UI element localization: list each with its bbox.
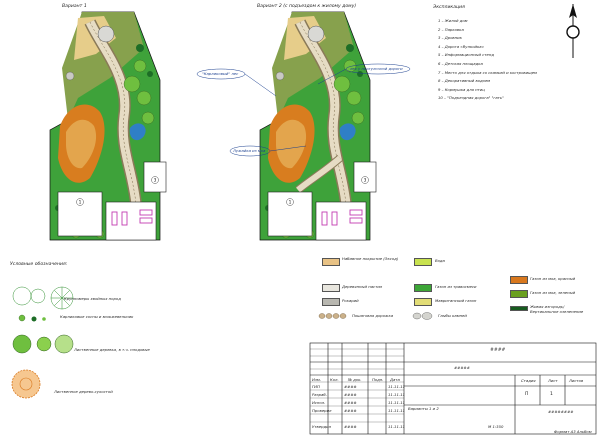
row-role: Разраб. — [312, 392, 327, 397]
stage-header: Стадия — [521, 378, 536, 383]
legend-nastil: Деревянный настил — [342, 284, 383, 289]
row-role: Испол. — [312, 400, 326, 405]
title-code: #### — [490, 348, 506, 353]
stage-value: П — [525, 392, 529, 397]
row-doc: #### — [344, 384, 357, 389]
explication-item: 6 – Детская площадка — [438, 60, 483, 66]
house-number: 1 — [78, 199, 82, 205]
project-name: ##### — [454, 365, 470, 370]
legend-moss-red: Газон из мха, красный — [530, 276, 576, 281]
legend-item-sukhostoy: Лиственное дерево-сухостой — [54, 389, 113, 394]
org-name: ######## — [548, 409, 574, 414]
header-podp: Подп. — [372, 377, 384, 382]
explication-item: 5 – Информационный стенд — [438, 52, 494, 58]
explication-item: 7 – Место для отдыха со скамьей и костровищем — [438, 69, 537, 75]
row-doc: #### — [344, 408, 357, 413]
explication-item: 10 – "Подъездная дорога" "гать" — [438, 95, 504, 101]
explication-item: 8 – Декоративный водоем — [438, 78, 491, 84]
legend-mavr: Мавританский газон — [435, 298, 477, 303]
row-date: 11.11.11 — [388, 424, 405, 429]
sheet-header: Лист — [548, 378, 558, 383]
row-date: 11.11.11 — [388, 384, 405, 389]
sheet-value: 1 — [550, 392, 553, 397]
explication-item: 9 – Кормушка для птиц — [438, 86, 485, 92]
legend-rokariy: Рокарий — [342, 298, 359, 303]
label-karlikoviy-les: "Карликовый" лес — [202, 71, 239, 76]
legend-item-khvoynye: Крупномеры хвойных пород — [64, 296, 121, 301]
legend-voda: Вода — [435, 258, 445, 263]
label-les-u-progulochnoy: лес у прогулочной дороги — [350, 66, 403, 71]
legend-moss-green: Газон из мха, зеленый — [530, 290, 576, 295]
explication-item: 4 – Дорога «Вулкойка» — [438, 43, 484, 49]
label-luzhayka: Лужайка из мха — [233, 148, 266, 153]
row-role: Проверил — [312, 408, 332, 413]
zone-number: 3 — [153, 177, 157, 183]
explication-item: 2 – Парковка — [438, 26, 464, 32]
row-doc: #### — [344, 400, 357, 405]
legend-glyby: Глыбы камней — [438, 313, 467, 318]
row-date: 11.11.11 — [388, 400, 405, 405]
scale: М 1:350 — [488, 424, 504, 429]
legend-gazon: Газон из травосмеси — [435, 284, 477, 289]
legend-title: Условные обозначения: — [10, 262, 68, 267]
variant-1-title: Вариант 1 — [62, 4, 87, 9]
legend-item-listvennye: Лиственные деревья, в т.ч. плодовые — [74, 347, 150, 352]
legend-nabivnoe: Набивное покрытие (Эксод) — [342, 256, 399, 261]
legend-hedge: Живая изгородь/ Вертикальное озеленение — [530, 304, 584, 314]
header-kol: Кол. — [330, 377, 339, 382]
row-date: 11.11.11 — [388, 408, 405, 413]
legend-item-karlikovye: Карликовые сосны и можжевельник — [60, 314, 134, 319]
sheet-name: Варианты 1 и 2 — [408, 406, 439, 411]
sheets-header: Листов — [569, 378, 584, 383]
row-role: ГИП — [312, 384, 320, 389]
format-label: Формат А3 Альбом — [554, 429, 592, 434]
zone-number-2: 3 — [363, 177, 367, 183]
header-doc: № док. — [348, 377, 362, 382]
header-data: Дата — [390, 377, 400, 382]
row-doc: #### — [344, 392, 357, 397]
row-role: Утвердил — [312, 424, 332, 429]
row-date: 11.11.11 — [388, 392, 405, 397]
legend-poshagovaya: Пошаговая дорожка — [352, 313, 394, 318]
header-izm: Изм. — [312, 377, 321, 382]
explication-item: 3 – Дровник — [438, 35, 462, 41]
explication-title: Экспликация — [433, 5, 465, 10]
explication-item: 1 – Жилой дом — [438, 18, 468, 23]
row-doc: #### — [344, 424, 357, 429]
variant-2-title: Вариант 2 (с подъездом к жилому дому) — [257, 4, 357, 9]
house-number-2: 1 — [288, 199, 292, 205]
